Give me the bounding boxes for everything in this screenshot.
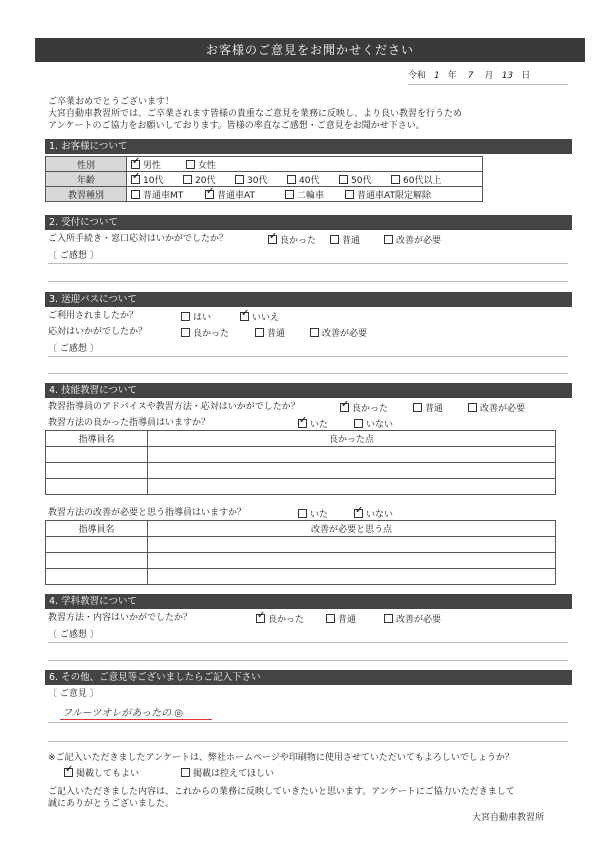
- reception-good[interactable]: ✓ 良かった: [268, 233, 316, 246]
- opinion-label: 〔 ご意見 〕: [48, 689, 99, 699]
- good-instructor-yes[interactable]: ✓ いた: [298, 417, 328, 430]
- checkbox-icon[interactable]: [384, 614, 393, 623]
- bus-comment-label: 〔 ご感想 〕: [48, 344, 99, 354]
- reception-needs-improvement[interactable]: 改善が必要: [384, 233, 441, 246]
- checkbox-icon[interactable]: [298, 419, 307, 428]
- bus-good[interactable]: 良かった: [181, 326, 229, 339]
- course-label: 教習種別: [46, 187, 127, 202]
- skill-q1: 教習指導員のアドバイスや教習方法・応対はいかがでしたか？: [48, 402, 300, 412]
- checkbox-icon[interactable]: [330, 235, 339, 244]
- instructor-name-header: 指導員名: [46, 521, 148, 537]
- good-points-cell[interactable]: [148, 447, 556, 463]
- good-instructor-table: [45, 430, 556, 495]
- checkbox-icon[interactable]: [268, 235, 277, 244]
- form-title: お客様のご意見をお聞かせください: [35, 38, 585, 62]
- checkbox-icon[interactable]: [235, 175, 244, 184]
- age-options: [127, 172, 483, 187]
- bus-no[interactable]: ✓ いいえ: [240, 310, 279, 323]
- academic-needs-improvement[interactable]: 改善が必要: [384, 612, 441, 625]
- reception-normal[interactable]: 普通: [330, 233, 360, 246]
- improve-points-cell[interactable]: [148, 553, 556, 569]
- red-underline: [60, 719, 212, 720]
- checkbox-icon[interactable]: [354, 419, 363, 428]
- intro-line-3: アンケートのご協力をお願いしております。皆様の率直なご感想・ご意見をお聞かせ下さい。: [48, 121, 425, 131]
- course-mt[interactable]: 普通車MT: [131, 188, 205, 201]
- academic-comment-label: 〔 ご感想 〕: [48, 630, 99, 640]
- bus-yes[interactable]: はい: [181, 310, 211, 323]
- bus-q1: ご利用されましたか？: [48, 311, 139, 321]
- age-50s[interactable]: 50代: [339, 173, 391, 186]
- reception-question: ご入所手続き・窓口応対はいかがでしたか？: [48, 234, 229, 244]
- gender-female[interactable]: 女性: [186, 161, 216, 171]
- age-10s[interactable]: ✓ 10代: [131, 173, 183, 186]
- checkbox-icon[interactable]: [240, 312, 249, 321]
- section-3-header: 3. 送迎バスについて: [45, 292, 572, 307]
- good-points-cell[interactable]: [148, 463, 556, 479]
- reception-comment-label: 〔 ご感想 〕: [48, 251, 99, 261]
- checkbox-icon[interactable]: [339, 175, 348, 184]
- instructor-name-cell[interactable]: [46, 447, 148, 463]
- customer-info-table: [45, 156, 483, 202]
- skill-normal[interactable]: 普通: [413, 401, 443, 414]
- checkbox-icon[interactable]: [310, 328, 319, 337]
- publication-question: ※ご記入いただきましたアンケートは、弊社ホームページや印刷物に使用させていただいてもよろしいでしょうか？: [48, 753, 514, 763]
- date-line: [408, 70, 568, 82]
- checkbox-icon[interactable]: [255, 328, 264, 337]
- checkbox-icon[interactable]: [384, 235, 393, 244]
- closing-line-2: 誠にありがとうございました。: [48, 799, 175, 809]
- checkbox-icon[interactable]: [285, 190, 294, 199]
- checkbox-icon[interactable]: [298, 509, 307, 518]
- good-points-header: 良かった点: [148, 431, 556, 447]
- closing-line-1: ご記入いただきました内容は、これからの業務に反映していきたいと思います。アンケートにご協力いただきまして: [48, 787, 515, 797]
- course-options: [127, 187, 483, 202]
- course-at[interactable]: ✓ 普通車AT: [205, 188, 285, 201]
- skill-q3: 教習方法の改善が必要と思う指導員はいますか？: [48, 508, 247, 518]
- improve-instructor-no[interactable]: ✓ いない: [354, 507, 393, 520]
- bus-normal[interactable]: 普通: [255, 326, 285, 339]
- bus-needs-improvement[interactable]: 改善が必要: [310, 326, 367, 339]
- skill-needs-improvement[interactable]: 改善が必要: [468, 401, 525, 414]
- academic-good[interactable]: ✓ 良かった: [256, 612, 304, 625]
- date-day-unit: 日: [521, 71, 531, 81]
- date-day: 13: [501, 71, 514, 81]
- date-month: 7: [467, 71, 474, 81]
- instructor-name-cell[interactable]: [46, 479, 148, 495]
- gender-male[interactable]: ✓ 男性: [131, 158, 183, 171]
- age-40s[interactable]: 40代: [287, 173, 339, 186]
- academic-normal[interactable]: 普通: [326, 612, 356, 625]
- checkbox-icon[interactable]: [326, 614, 335, 623]
- publish-decline[interactable]: 掲載は控えてほしい: [181, 766, 274, 779]
- intro-line-2: 大宮自動車教習所では、ご卒業されます皆様の貴重なご意見を業務に反映し、より良い教習を行うため: [48, 109, 463, 119]
- checkbox-icon[interactable]: [340, 403, 349, 412]
- course-at-removal[interactable]: 普通車AT限定解除: [345, 191, 431, 201]
- section-6-header: 6. その他、ご意見等ございましたらご記入下さい: [45, 670, 572, 685]
- intro-line-1: ご卒業おめでとうございます！: [48, 97, 175, 107]
- school-name: 大宮自動車教習所: [472, 813, 545, 823]
- instructor-name-cell[interactable]: [46, 463, 148, 479]
- gender-label: 性別: [46, 157, 127, 172]
- skill-good[interactable]: ✓ 良かった: [340, 401, 388, 414]
- checkbox-icon[interactable]: [354, 509, 363, 518]
- improve-instructor-yes[interactable]: いた: [298, 507, 328, 520]
- section-4-header: 4. 技能教習について: [45, 383, 572, 398]
- checkbox-icon[interactable]: [256, 614, 265, 623]
- date-year: 1: [434, 71, 440, 81]
- instructor-name-cell[interactable]: [46, 537, 148, 553]
- checkbox-icon[interactable]: [64, 768, 73, 777]
- checkbox-icon[interactable]: [131, 160, 140, 169]
- checkbox-icon[interactable]: [181, 328, 190, 337]
- checkbox-icon[interactable]: [287, 175, 296, 184]
- good-points-cell[interactable]: [148, 479, 556, 495]
- checkbox-icon[interactable]: [468, 403, 477, 412]
- age-label: 年齢: [46, 172, 127, 187]
- improve-points-header: 改善が必要と思う点: [148, 521, 556, 537]
- checkbox-icon[interactable]: [345, 190, 354, 199]
- date-month-unit: 月: [484, 71, 494, 81]
- age-30s[interactable]: 30代: [235, 173, 287, 186]
- instructor-name-cell[interactable]: [46, 569, 148, 585]
- publish-ok[interactable]: ✓掲載してもよい: [64, 766, 139, 779]
- instructor-name-cell[interactable]: [46, 553, 148, 569]
- improve-points-cell[interactable]: [148, 569, 556, 585]
- checkbox-icon[interactable]: [181, 312, 190, 321]
- instructor-name-header: 指導員名: [46, 431, 148, 447]
- checkbox-icon[interactable]: [391, 175, 400, 184]
- skill-q2: 教習方法の良かった指導員はいますか？: [48, 418, 211, 428]
- checkbox-icon[interactable]: [205, 190, 214, 199]
- course-motorcycle[interactable]: 二輪車: [285, 188, 345, 201]
- age-20s[interactable]: 20代: [183, 173, 235, 186]
- section-5-header: 4. 学科教習について: [45, 594, 572, 609]
- section-2-header: 2. 受付について: [45, 215, 572, 230]
- checkbox-icon[interactable]: [181, 768, 190, 777]
- checkbox-icon[interactable]: [131, 190, 140, 199]
- age-60s-plus[interactable]: 60代以上: [391, 176, 441, 186]
- academic-question: 教習方法・内容はいかがでしたか？: [48, 613, 193, 623]
- bus-q2: 応対はいかがでしたか？: [48, 327, 148, 337]
- gender-options: [127, 157, 483, 172]
- date-year-unit: 年: [447, 71, 457, 81]
- checkbox-icon[interactable]: [131, 175, 140, 184]
- date-era: 令和: [408, 71, 427, 81]
- improve-instructor-table: [45, 520, 556, 585]
- section-1-header: 1. お客様について: [45, 139, 572, 154]
- good-instructor-no[interactable]: いない: [354, 417, 393, 430]
- checkbox-icon[interactable]: [183, 175, 192, 184]
- handwritten-opinion: フルーツオレがあったの ◎: [62, 708, 184, 719]
- checkbox-icon[interactable]: [186, 160, 195, 169]
- improve-points-cell[interactable]: [148, 537, 556, 553]
- checkbox-icon[interactable]: [413, 403, 422, 412]
